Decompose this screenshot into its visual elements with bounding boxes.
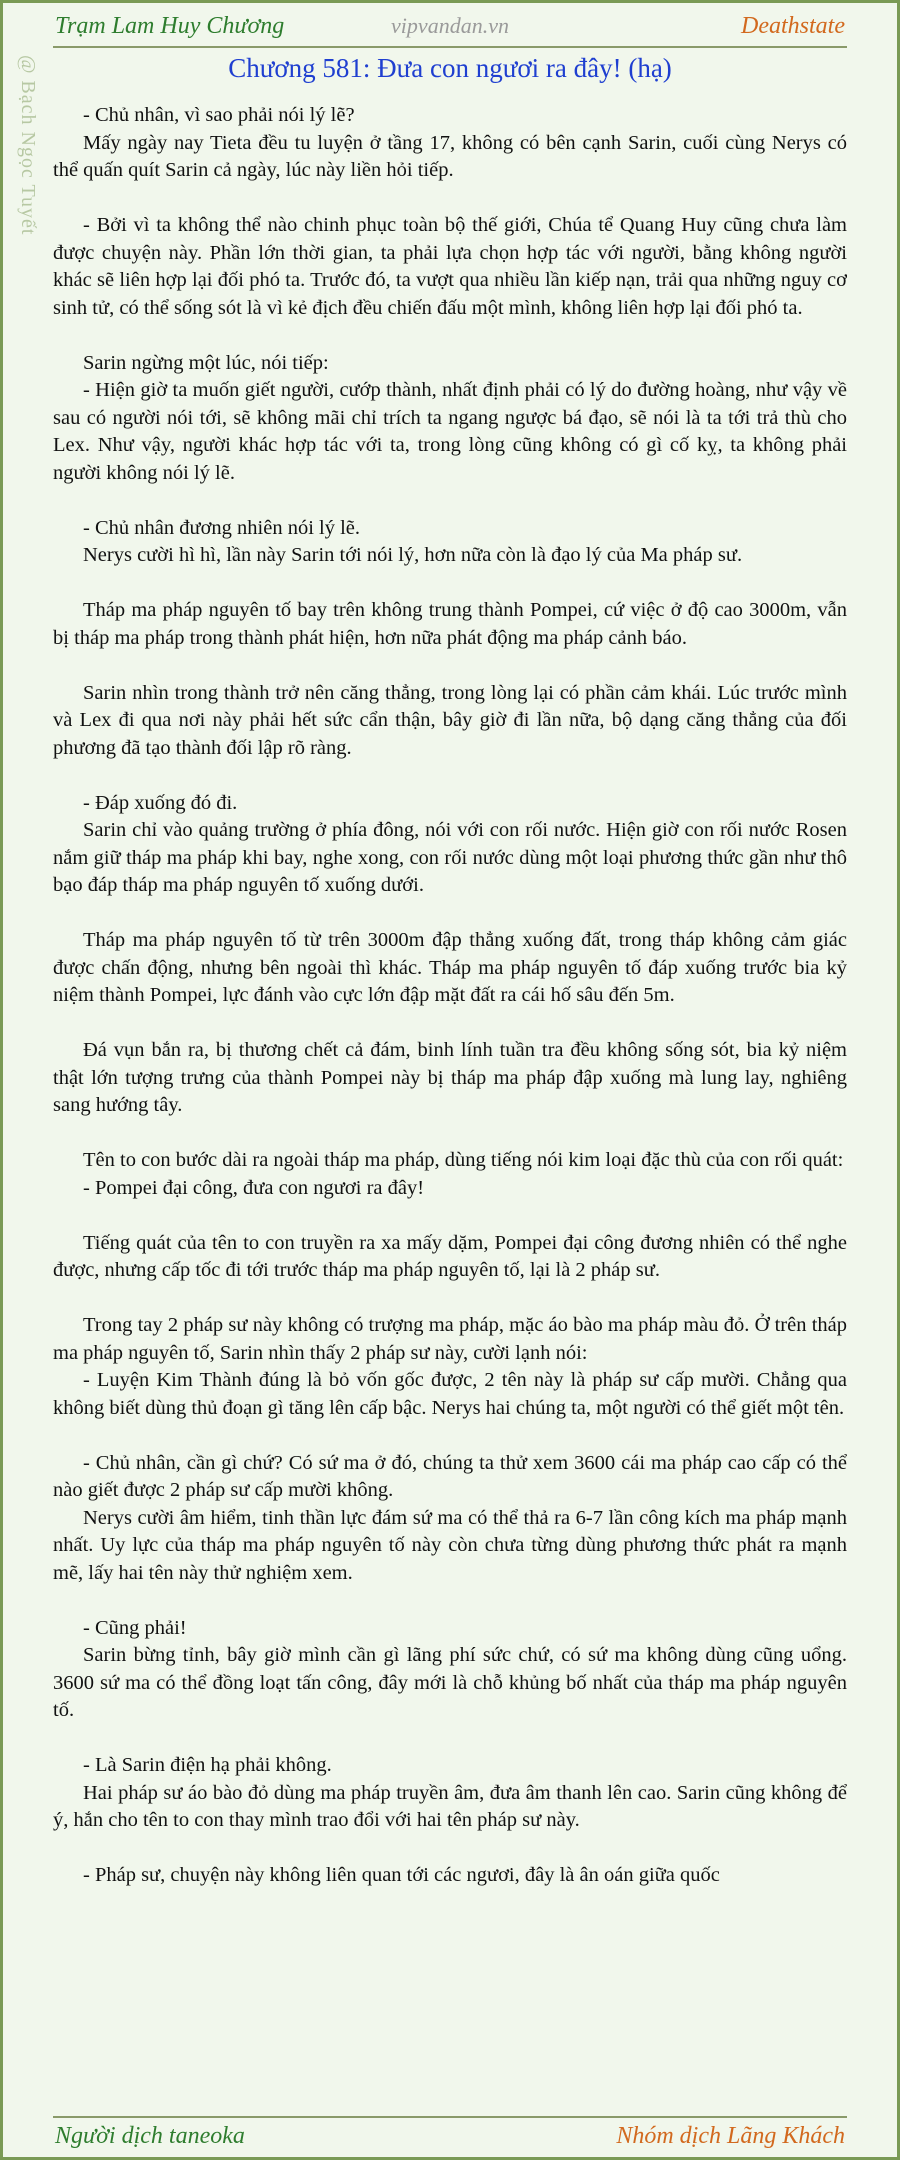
paragraph: Sarin ngừng một lúc, nói tiếp: xyxy=(83,351,329,374)
paragraph: - Chủ nhân, vì sao phải nói lý lẽ? xyxy=(83,104,355,126)
paragraph: Mấy ngày nay Tieta đều tu luyện ở tầng 17, không có bên cạnh Sarin, cuối cùng Nerys có thể quấn quít Sarin cả ngày, lúc này liền hỏi tiếp. xyxy=(53,131,847,181)
paragraph: - Là Sarin điện hạ phải không. xyxy=(83,1754,332,1776)
paragraph: - Bởi vì ta không thể nào chinh phục toàn bộ thế giới, Chúa tể Quang Huy cũng chưa làm được chuyện này. Phần lớn thời gian, ta phải lựa chọn hợp tác với người, bằng không người khác sẽ liên hợp lại đối phó ta. Trước đó, ta vượt qua nhiều lần kiếp nạn, trải qua những nguy cơ sinh tử, có thể sống sót là vì kẻ địch đều chiến đấu một mình, không liên hợp lại đối phó ta. xyxy=(53,214,847,319)
paragraph: Đá vụn bắn ra, bị thương chết cả đám, binh lính tuần tra đều không sống sót, bia kỷ niệm thật lớn tượng trưng của thành Pompei này bị tháp ma pháp đập xuống mà lung lay, nghiêng sang hướng tây. xyxy=(53,1039,847,1116)
paragraph: - Pháp sư, chuyện này không liên quan tới các ngươi, đây là ân oán giữa quốc xyxy=(83,1864,720,1886)
paragraph: Sarin nhìn trong thành trở nên căng thẳng, trong lòng lại có phần cảm khái. Lúc trước mình và Lex đi qua nơi này phải hết sức cẩn thận, bây giờ đi lần nữa, bộ dạng căng thẳng của đối phương đã tạo thành đối lập rõ ràng. xyxy=(53,681,847,759)
paragraph: - Chủ nhân, cần gì chứ? Có sứ ma ở đó, chúng ta thử xem 3600 cái ma pháp cao cấp có thể nào giết được 2 pháp sư cấp mười không. xyxy=(53,1451,847,1501)
paragraph: - Cũng phải! xyxy=(83,1616,187,1639)
paragraph: Hai pháp sư áo bào đỏ dùng ma pháp truyền âm, đưa âm thanh lên cao. Sarin cũng không để ý, hắn cho tên to con thay mình trao đổi với hai tên pháp sư này. xyxy=(53,1781,847,1831)
paragraph: - Pompei đại công, đưa con ngươi ra đây! xyxy=(83,1176,425,1199)
header-author: Deathstate xyxy=(741,13,845,39)
page-header xyxy=(53,11,847,45)
page-footer xyxy=(53,2119,847,2155)
side-watermark: @ Bạch Ngọc Tuyết xyxy=(17,55,39,236)
paragraph: - Luyện Kim Thành đúng là bỏ vốn gốc được, 2 tên này là pháp sư cấp mười. Chẳng qua không biết dùng thủ đoạn gì tăng lên cấp bậc. Nerys hai chúng ta, một người có thể giết một tên. xyxy=(53,1369,847,1419)
header-divider xyxy=(53,46,847,48)
footer-translator: Người dịch taneoka xyxy=(55,2123,245,2149)
footer-divider xyxy=(53,2116,847,2118)
header-site-name: Trạm Lam Huy Chương xyxy=(55,13,285,39)
paragraph: Tên to con bước dài ra ngoài tháp ma pháp, dùng tiếng nói kim loại đặc thù của con rối quát: xyxy=(83,1149,844,1171)
footer-group: Nhóm dịch Lãng Khách xyxy=(616,2123,845,2149)
paragraph: Sarin chỉ vào quảng trường ở phía đông, nói với con rối nước. Hiện giờ con rối nước Rosen nắm giữ tháp ma pháp khi bay, nghe xong, con rối nước dùng một loại phương thức gần như thô bạo đáp tháp ma pháp nguyên tố xuống dưới. xyxy=(53,819,847,896)
chapter-body xyxy=(53,102,847,2112)
paragraph: - Hiện giờ ta muốn giết người, cướp thành, nhất định phải có lý do đường hoàng, như vậy về sau có người nói tới, sẽ không mãi chỉ trích ta ngang ngược bá đạo, sẽ nói là ta tới trả thù cho Lex. Như vậy, người khác hợp tác với ta, trong lòng cũng không có gì cố kỵ, ta không phải người không nói lý lẽ. xyxy=(53,379,847,484)
paragraph: Tháp ma pháp nguyên tố bay trên không trung thành Pompei, cứ việc ở độ cao 3000m, vẫn bị tháp ma pháp trong thành phát hiện, hơn nữa phát động ma pháp cảnh báo. xyxy=(53,599,847,649)
paragraph: Tháp ma pháp nguyên tố từ trên 3000m đập thẳng xuống đất, trong tháp không cảm giác được chấn động, nhưng bên ngoài thì khác. Tháp ma pháp nguyên tố đáp xuống trước bia kỷ niệm thành Pompei, lực đánh vào cực lớn đập mặt đất ra cái hố sâu đến 5m. xyxy=(53,929,847,1006)
paragraph: Trong tay 2 pháp sư này không có trượng ma pháp, mặc áo bào ma pháp màu đỏ. Ở trên tháp ma pháp nguyên tố, Sarin nhìn thấy 2 pháp sư này, cười lạnh nói: xyxy=(53,1314,847,1364)
paragraph: Tiếng quát của tên to con truyền ra xa mấy dặm, Pompei đại công đương nhiên có thể nghe được, nhưng cấp tốc đi tới trước tháp ma pháp nguyên tố, lại là 2 pháp sư. xyxy=(53,1231,847,1281)
header-url: vipvandan.vn xyxy=(391,13,509,38)
paragraph: - Chủ nhân đương nhiên nói lý lẽ. xyxy=(83,516,361,539)
paragraph: Nerys cười hì hì, lần này Sarin tới nói lý, hơn nữa còn là đạo lý của Ma pháp sư. xyxy=(83,544,743,566)
paragraph: Nerys cười âm hiểm, tinh thần lực đám sứ ma có thể thả ra 6-7 lần công kích ma pháp mạnh nhất. Uy lực của tháp ma pháp nguyên tố này còn chưa từng dùng phương thức phát ra mạnh mẽ, lấy hai tên này thử nghiệm xem. xyxy=(53,1506,847,1584)
paragraph: Sarin bừng tỉnh, bây giờ mình cần gì lãng phí sức chứ, có sứ ma không dùng cũng uổng. 3600 sứ ma có thể đồng loạt tấn công, đây mới là chỗ khủng bố nhất của tháp ma pháp nguyên tố. xyxy=(53,1644,847,1721)
chapter-title: Chương 581: Đưa con ngươi ra đây! (hạ) xyxy=(228,53,672,83)
paragraph: - Đáp xuống đó đi. xyxy=(83,791,238,814)
